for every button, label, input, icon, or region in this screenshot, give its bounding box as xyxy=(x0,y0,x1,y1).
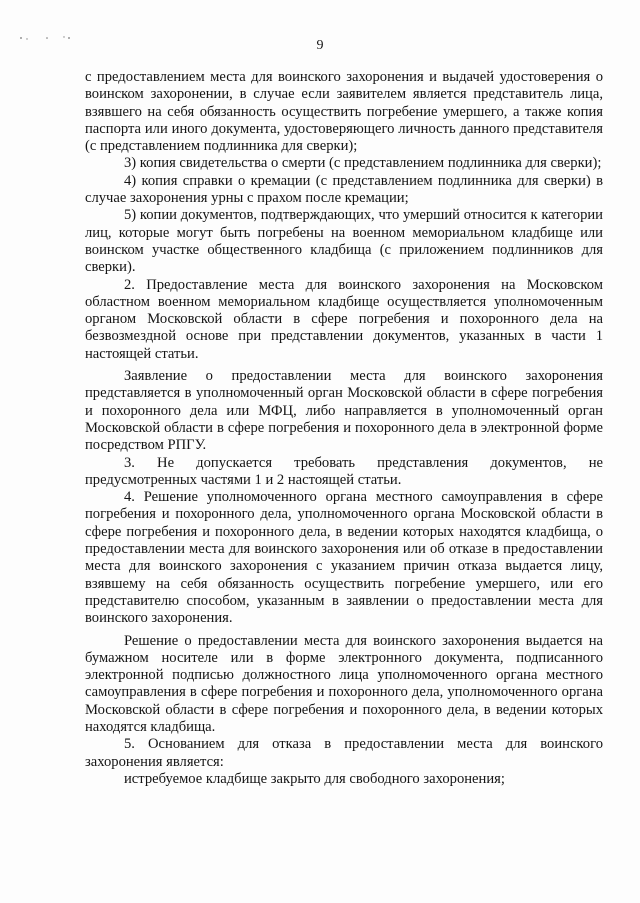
document-body xyxy=(85,69,603,788)
page-number: 9 xyxy=(316,38,324,53)
paragraph-eligibility-documents: 5) копии документов, подтверждающих, что умерший относится к категории лиц, которые могут быть погребены на военном мемориальном кладбище или воинском участке общественного кладбища (с приложением подлинников для сверки). xyxy=(85,207,603,276)
paragraph-cremation-certificate: 4) копия справки о кремации (с представлением подлинника для сверки) в случае захоронения урны с прахом после кремации; xyxy=(85,172,603,207)
paragraph-application-submission: Заявление о предоставлении места для воинского захоронения представляется в уполномоченный орган Московской области в сфере погребения и похоронного дела или МФЦ, либо направляется в уполномоченный орган Московской области в сфере погребения и похоронного дела в электронной форме посредством РПГУ. xyxy=(85,368,603,454)
paragraph-part-5-refusal-grounds: 5. Основанием для отказа в предоставлении места для воинского захоронения является: xyxy=(85,736,603,770)
paragraph-part-2-provision: 2. Предоставление места для воинского захоронения на Московском областном военном мемориальном кладбище осуществляется уполномоченным органом Московской области в сфере погребения и похоронного дела на безвозмездной основе при представлении документов, указанных в части 1 настоящей статьи. xyxy=(85,276,603,362)
paragraph-representative-documents: с предоставлением места для воинского захоронения и выдачей удостоверения о воинском захоронении, в случае если заявителем является представитель лица, взявшего на себя обязанность осуществить погребение умершего, а также копия паспорта или иного документа, удостоверяющего личность данного представителя (с представлением подлинника для сверки); xyxy=(85,69,603,155)
paragraph-part-4-decision: 4. Решение уполномоченного органа местного самоуправления в сфере погребения и похоронного дела, уполномоченного органа Московской области в сфере погребения и похоронного дела, в ведении которых находятся кладбища, о предоставлении места для воинского захоронения или об отказе в предоставлении места для воинского захоронения с указанием причин отказа выдается лицу, взявшему на себя обязанность осуществить погребение умершего, или его представителю способом, указанным в заявлении о предоставлении места для воинского захоронения. xyxy=(85,489,603,627)
paragraph-decision-format: Решение о предоставлении места для воинского захоронения выдается на бумажном носителе или в форме электронного документа, подписанного электронной подписью должностного лица уполномоченного органа местного самоуправления в сфере погребения и похоронного дела, уполномоченного органа Московской области в сфере погребения и похоронного дела, в ведении которых находятся кладбища. xyxy=(85,632,603,735)
paragraph-death-certificate: 3) копия свидетельства о смерти (с представлением подлинника для сверки); xyxy=(124,155,602,172)
paragraph-part-3-no-extra-documents: 3. Не допускается требовать представления документов, не предусмотренных частями 1 и 2 настоящей статьи. xyxy=(85,454,603,488)
paragraph-cemetery-closed: истребуемое кладбище закрыто для свободного захоронения; xyxy=(124,770,505,787)
